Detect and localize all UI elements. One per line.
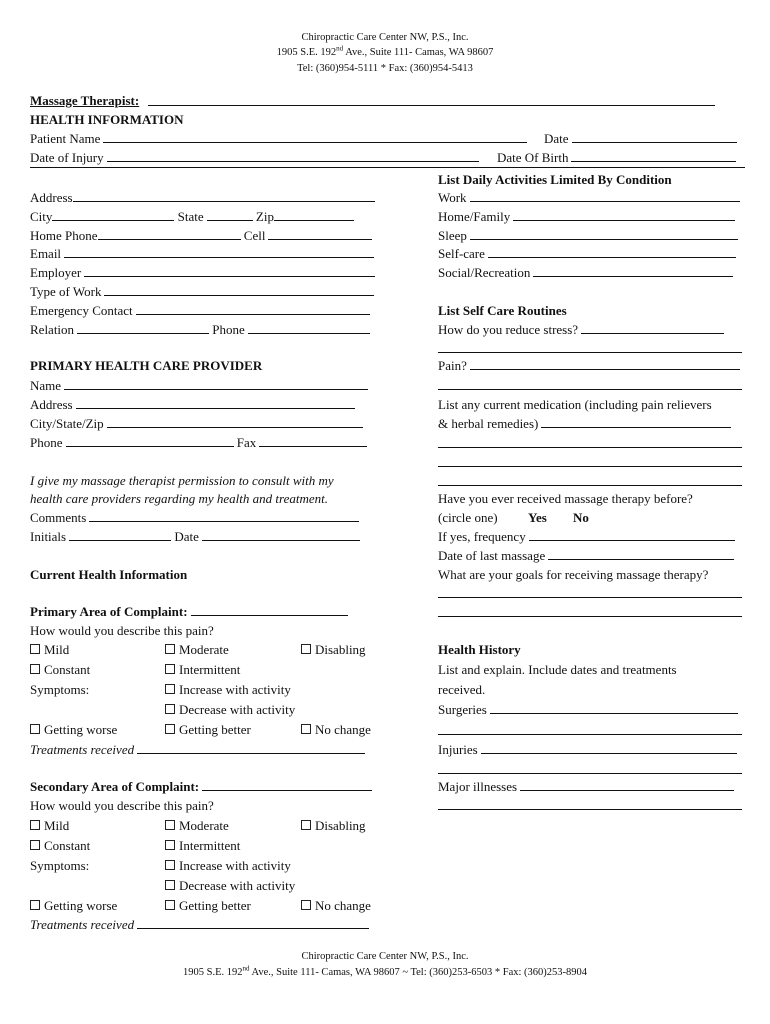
relation-phone-field[interactable] — [248, 322, 370, 334]
pain-field[interactable] — [470, 358, 740, 370]
massage-before-label: Have you ever received massage therapy before? — [438, 491, 693, 506]
date-of-injury-label: Date of Injury — [30, 150, 479, 165]
email-field[interactable] — [64, 246, 374, 258]
circle-one-label: (circle one) — [438, 510, 498, 525]
initials-date-field[interactable] — [202, 529, 360, 541]
work-field[interactable] — [470, 190, 740, 202]
primary-describe: How would you describe this pain? — [30, 623, 214, 638]
checkbox-icon[interactable] — [301, 644, 311, 654]
checkbox-icon[interactable] — [165, 900, 175, 910]
massage-therapist-label: Massage Therapist: — [30, 93, 140, 108]
frequency-label: If yes, frequency — [438, 529, 735, 544]
header-line-1: Chiropractic Care Center NW, P.S., Inc. — [301, 32, 469, 43]
primary-symptoms-label: Symptoms: — [30, 682, 90, 697]
primary-worse-option[interactable]: Getting worse — [30, 722, 117, 737]
checkbox-icon[interactable] — [30, 664, 40, 674]
secondary-complaint-field[interactable] — [202, 779, 372, 791]
home-family-label: Home/Family — [438, 209, 735, 224]
self-care-field[interactable] — [488, 246, 736, 258]
primary-no-change-option[interactable]: No change — [301, 722, 371, 737]
primary-treatments-field[interactable] — [137, 742, 365, 754]
injuries-label: Injuries — [438, 742, 737, 757]
type-of-work-label: Type of Work — [30, 284, 374, 299]
work-label: Work — [438, 190, 740, 205]
checkbox-icon[interactable] — [165, 664, 175, 674]
medication-field-4[interactable] — [438, 485, 742, 486]
primary-moderate-option[interactable]: Moderate — [165, 642, 229, 657]
dob-field[interactable] — [571, 150, 736, 162]
goals-field-2[interactable] — [438, 616, 742, 617]
consent-line-2: health care providers regarding my health and treatment. — [30, 491, 328, 506]
primary-mild-option[interactable]: Mild — [30, 642, 69, 657]
health-information-title: HEALTH INFORMATION — [30, 112, 184, 127]
secondary-decrease-option[interactable]: Decrease with activity — [165, 878, 295, 893]
home-family-field[interactable] — [513, 209, 735, 221]
provider-name-field[interactable] — [64, 378, 368, 390]
secondary-better-option[interactable]: Getting better — [165, 898, 251, 913]
secondary-no-change-option[interactable]: No change — [301, 898, 371, 913]
primary-complaint-label: Primary Area of Complaint: — [30, 604, 348, 619]
health-history-line-2: received. — [438, 682, 486, 697]
secondary-treatments-label: Treatments received — [30, 917, 369, 932]
header-line-2: 1905 S.E. 192nd Ave., Suite 111- Camas, WA 98607 — [276, 44, 494, 58]
reduce-stress-field[interactable] — [581, 322, 724, 334]
primary-constant-option[interactable]: Constant — [30, 662, 90, 677]
provider-fax-field[interactable] — [259, 435, 367, 447]
header-line-3: Tel: (360)954-5111 * Fax: (360)954-5413 — [297, 63, 473, 74]
reduce-stress-label: How do you reduce stress? — [438, 322, 724, 337]
injuries-field[interactable] — [481, 742, 737, 754]
checkbox-icon[interactable] — [165, 684, 175, 694]
medication-line-1: List any current medication (including pain relievers — [438, 397, 712, 412]
checkbox-icon[interactable] — [165, 840, 175, 850]
secondary-worse-option[interactable]: Getting worse — [30, 898, 117, 913]
checkbox-icon[interactable] — [30, 644, 40, 654]
primary-better-option[interactable]: Getting better — [165, 722, 251, 737]
city-row: City State Zip — [30, 209, 354, 224]
emergency-contact-label: Emergency Contact — [30, 303, 370, 318]
sleep-field[interactable] — [470, 228, 738, 240]
email-label: Email — [30, 246, 374, 261]
last-massage-label: Date of last massage — [438, 548, 734, 563]
medication-line-2: & herbal remedies) — [438, 416, 731, 431]
checkbox-icon[interactable] — [301, 820, 311, 830]
medication-field-3[interactable] — [438, 466, 742, 467]
state-field[interactable] — [207, 209, 253, 221]
secondary-symptoms-label: Symptoms: — [30, 858, 90, 873]
medication-field[interactable] — [541, 416, 731, 428]
secondary-describe: How would you describe this pain? — [30, 798, 214, 813]
self-care-label: Self-care — [438, 246, 736, 261]
primary-complaint-field[interactable] — [191, 604, 348, 616]
comments-field[interactable] — [89, 510, 359, 522]
primary-increase-option[interactable]: Increase with activity — [165, 682, 291, 697]
health-history-line-1: List and explain. Include dates and treatments — [438, 662, 677, 677]
checkbox-icon[interactable] — [165, 704, 175, 714]
reduce-stress-field-2[interactable] — [438, 352, 742, 353]
surgeries-label: Surgeries — [438, 702, 738, 717]
primary-treatments-label: Treatments received — [30, 742, 365, 757]
current-health-title: Current Health Information — [30, 567, 188, 582]
checkbox-icon[interactable] — [165, 644, 175, 654]
checkbox-icon[interactable] — [30, 820, 40, 830]
checkbox-icon[interactable] — [301, 724, 311, 734]
provider-title: PRIMARY HEALTH CARE PROVIDER — [30, 358, 263, 373]
patient-name-field[interactable] — [103, 131, 527, 143]
footer-line-2: 1905 S.E. 192nd Ave., Suite 111- Camas, WA 98607 ~ Tel: (360)253-6503 * Fax: (360)253-8904 — [182, 964, 588, 978]
yes-option[interactable]: Yes — [528, 510, 547, 525]
checkbox-icon[interactable] — [30, 840, 40, 850]
checkbox-icon[interactable] — [165, 724, 175, 734]
home-phone-field[interactable] — [98, 228, 241, 240]
surgeries-field-2[interactable] — [438, 734, 742, 735]
frequency-field[interactable] — [529, 529, 735, 541]
checkbox-icon[interactable] — [165, 880, 175, 890]
initials-row: Initials Date — [30, 529, 360, 544]
checkbox-icon[interactable] — [165, 860, 175, 870]
date-of-injury-field[interactable] — [107, 150, 479, 162]
secondary-disabling-option[interactable]: Disabling — [301, 818, 366, 833]
no-option[interactable]: No — [573, 510, 589, 525]
checkbox-icon[interactable] — [301, 900, 311, 910]
emergency-contact-field[interactable] — [136, 303, 370, 315]
pain-label: Pain? — [438, 358, 740, 373]
secondary-moderate-option[interactable]: Moderate — [165, 818, 229, 833]
employer-label: Employer — [30, 265, 375, 280]
address-label: Address — [30, 190, 375, 205]
provider-phone-row: Phone Fax — [30, 435, 367, 450]
social-field[interactable] — [533, 265, 733, 277]
provider-address-field[interactable] — [76, 397, 355, 409]
cell-field[interactable] — [268, 228, 372, 240]
provider-name-label: Name — [30, 378, 368, 393]
zip-field[interactable] — [274, 209, 354, 221]
massage-therapist-field[interactable] — [148, 105, 715, 106]
sleep-label: Sleep — [438, 228, 738, 243]
comments-label: Comments — [30, 510, 359, 525]
social-label: Social/Recreation — [438, 265, 733, 280]
city-field[interactable] — [52, 209, 174, 221]
section-divider — [30, 167, 745, 168]
employer-field[interactable] — [84, 265, 375, 277]
provider-city-state-zip-field[interactable] — [107, 416, 363, 428]
date-field[interactable] — [572, 131, 737, 143]
relation-row: Relation Phone — [30, 322, 370, 337]
home-phone-row: Home Phone Cell — [30, 228, 372, 243]
footer-line-1: Chiropractic Care Center NW, P.S., Inc. — [301, 951, 469, 962]
major-illnesses-field[interactable] — [520, 779, 734, 791]
health-history-title: Health History — [438, 642, 521, 657]
secondary-mild-option[interactable]: Mild — [30, 818, 69, 833]
type-of-work-field[interactable] — [104, 284, 374, 296]
medication-field-2[interactable] — [438, 447, 742, 448]
patient-name-label: Patient Name — [30, 131, 527, 146]
daily-activities-title: List Daily Activities Limited By Condition — [438, 172, 672, 187]
pain-field-2[interactable] — [438, 389, 742, 390]
goals-label: What are your goals for receiving massage therapy? — [438, 567, 709, 582]
secondary-increase-option[interactable]: Increase with activity — [165, 858, 291, 873]
last-massage-field[interactable] — [548, 548, 734, 560]
dob-label: Date Of Birth — [497, 150, 736, 165]
provider-phone-field[interactable] — [66, 435, 234, 447]
consent-line-1: I give my massage therapist permission to consult with my — [30, 473, 334, 488]
secondary-complaint-label: Secondary Area of Complaint: — [30, 779, 372, 794]
primary-intermittent-option[interactable]: Intermittent — [165, 662, 240, 677]
relation-field[interactable] — [77, 322, 209, 334]
primary-disabling-option[interactable]: Disabling — [301, 642, 366, 657]
checkbox-icon[interactable] — [30, 900, 40, 910]
primary-decrease-option[interactable]: Decrease with activity — [165, 702, 295, 717]
checkbox-icon[interactable] — [165, 820, 175, 830]
major-illnesses-field-2[interactable] — [438, 809, 742, 810]
injuries-field-2[interactable] — [438, 773, 742, 774]
initials-field[interactable] — [69, 529, 171, 541]
self-care-routines-title: List Self Care Routines — [438, 303, 567, 318]
secondary-intermittent-option[interactable]: Intermittent — [165, 838, 240, 853]
address-field[interactable] — [73, 190, 375, 202]
major-illnesses-label: Major illnesses — [438, 779, 734, 794]
provider-address-label: Address — [30, 397, 355, 412]
date-label: Date — [544, 131, 737, 146]
secondary-treatments-field[interactable] — [137, 917, 369, 929]
secondary-constant-option[interactable]: Constant — [30, 838, 90, 853]
checkbox-icon[interactable] — [30, 724, 40, 734]
surgeries-field[interactable] — [490, 702, 738, 714]
provider-city-state-zip-label: City/State/Zip — [30, 416, 363, 431]
goals-field-1[interactable] — [438, 597, 742, 598]
